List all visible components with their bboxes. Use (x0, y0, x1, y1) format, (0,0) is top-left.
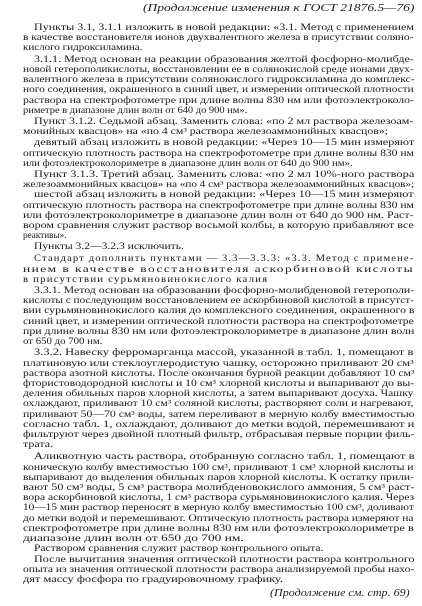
text-line: Раствором сравнения служит раствор контрольного опыта. (34, 543, 324, 554)
text-line: оптическую плотность раствора на спектрофотометре при длине волны 830 нм (23, 147, 414, 158)
text-line: 3.1.1. Метод основан на реакции образования желтой фосфорно-молибде- (34, 53, 414, 64)
text-line: охлаждают, приливают 10 см³ соляной кислоты, растворяют соли и нагревают, (23, 398, 414, 409)
text-line: После вычитания значения оптической плотности раствора контрольного (34, 553, 415, 564)
text-line: вии сурьмяновинокислого калия до комплексного соединения, окрашенного в (23, 305, 415, 316)
text-line: в качестве восстановителя ионов двухвалентного железа в присутствии солянo- (23, 32, 414, 43)
text-line: коническую колбу вместимостью 100 см³, приливают 1 см³ хлорной кислоты и (23, 461, 414, 472)
text-line: 3.3.1. Метод основан на образовании фосфорно-молибденовой гетерополи- (34, 285, 415, 295)
text-line: при длине волны 830 нм или фотоэлектроколориметре в диапазоне длин волн (23, 325, 415, 336)
text-line: до метки водой и перемешивают. Оптическую плотность раствора измеряют на (23, 512, 414, 523)
text-line: вора аскорбиновой кислоты, 1 см³ раствора сурьмяновинокислого калия. Через (23, 492, 415, 503)
text-line: монийных квасцов» на «по 4 см³ раствора железоаммонийных квасцов»; (23, 126, 388, 137)
text-line: оптическую плотность раствора на спектрофотометре при длине волны 830 нм (23, 199, 414, 210)
text-line: нием в качестве восстановителя аскорбиновой кислоты (23, 263, 415, 274)
text-line: 10—15 мин раствор переносят в мерную колбу вместимостью 100 см³, доливают (23, 502, 414, 513)
text-line: или фотоэлектроколориметре в диапазоне длин волн от 640 до 900 нм». (23, 157, 353, 168)
text-line: диапазоне длин волн от 650 до 700 нм. (23, 533, 244, 544)
text-line: валентного железа в присутствии солянокислого гидроксиламина до комплекс- (23, 74, 415, 84)
text-line: риметре в диапазоне длин волн от 640 до 900 нм». (23, 104, 248, 115)
text-line: ного соединения, окрашенного в синий цвет, и измерении оптической плотности (23, 84, 414, 95)
text-line: кислоты с последующим восстановлением ее аскорбиновой кислотой в присутст- (23, 295, 414, 306)
text-line: согласно табл. 1, охлаждают, доливают до метки водой, перемешивают и (23, 418, 415, 429)
page-header: (Продолжение изменения к ГОСТ 21876.5—76) (143, 3, 415, 14)
text-line: 3.3.2. Навеску ферромарганца массой, указанной в табл. 1, помещают в (34, 347, 414, 358)
text-line: реактивы». (23, 230, 67, 241)
text-line: Аликвотную часть раствора, отобранную согласно табл. 1, помещают в (34, 451, 415, 462)
text-line: Пункты 3.2—3.2.3 исключить. (34, 241, 184, 252)
text-line: опыта из значения оптической плотности раствора анализируемой пробы нахо- (23, 563, 415, 574)
text-line: Стандарт дополнить пунктами — 3.3—3.3.3: «3.3. Метод с примене- (34, 253, 415, 264)
text-line: железоаммонийных квасцов» на «по 4 см³ раствора железоаммонийных квасцов»; (23, 179, 415, 190)
text-line: синий цвет, и измерении оптической плотности раствора на спектрофотометре (23, 315, 414, 326)
text-line: шестой абзац изложить в новой редакции: «Через 10—15 мин измеряют (34, 189, 414, 200)
text-line: трата. (23, 439, 54, 450)
text-line: приливают 50—70 см³ воды, затем переливают в мерную колбу вместимостью (23, 408, 415, 419)
text-line: фтористоводородной кислоты и 10 см³ хлорной кислоты и выпаривают до вы- (23, 377, 415, 388)
text-line: Пункты 3.1, 3.1.1 изложить в новой редакции: «3.1. Метод с применением (34, 22, 414, 32)
text-line: деления обильных паров хлорной кислоты, а затем выпаривают досуха. Чашку (23, 388, 414, 399)
text-line: дят массу фосфора по градуировочному графику. (23, 574, 283, 584)
page-footer: (Продолжение см. стр. 69) (270, 588, 410, 599)
text-line: выпаривают до выделения обильных паров хлорной кислоты. К остатку прили- (23, 471, 414, 482)
text-line: девятый абзац изложить в новой редакции: «Через 10—15 мин измеряют (34, 137, 415, 148)
text-line: раствора азотной кислоты. После окончания бурной реакции добавляют 10 см³ (23, 367, 415, 378)
text-line: или фотоэлектроколориметре в диапазоне длин волн от 640 до 900 нм. Раст- (23, 209, 414, 220)
text-line: кислого гидроксиламина. (23, 42, 143, 53)
text-line: вором сравнения служит раствор восьмой колбы, в которую прибавляют все (23, 219, 414, 230)
text-line: новой гетерополикислоты, восстановлении ее в солянокислой среде ионами двух- (23, 63, 414, 74)
text-line: спектрофотометре при длине волны 830 нм или фотоэлектроколориметре в (23, 522, 414, 533)
text-line: Пункт 3.1.3. Третий абзац. Заменить слова: «по 2 мл 10%-ного раствора (34, 168, 415, 179)
text-line: Пункт 3.1.2. Седьмой абзац. Заменить слова: «по 2 мл раствора железоам- (34, 115, 414, 126)
text-line: от 650 до 700 нм. (23, 336, 103, 347)
text-line: вают 50 см³ воды, 5 см³ раствора молибденовокислого аммония, 5 см³ раст- (23, 482, 415, 492)
text-line: фильтруют через двойной плотный фильтр, отбрасывая первые порции филь- (23, 429, 415, 439)
text-line: в присутствии сурьмяновинокислого калия (23, 273, 269, 284)
text-line: платиновую или стеклоуглеродистую чашку, осторожно приливают 20 см³ (23, 357, 414, 368)
text-line: раствора на спектрофотометре при длине волны 830 нм или фотоэлектроколо- (23, 94, 414, 105)
